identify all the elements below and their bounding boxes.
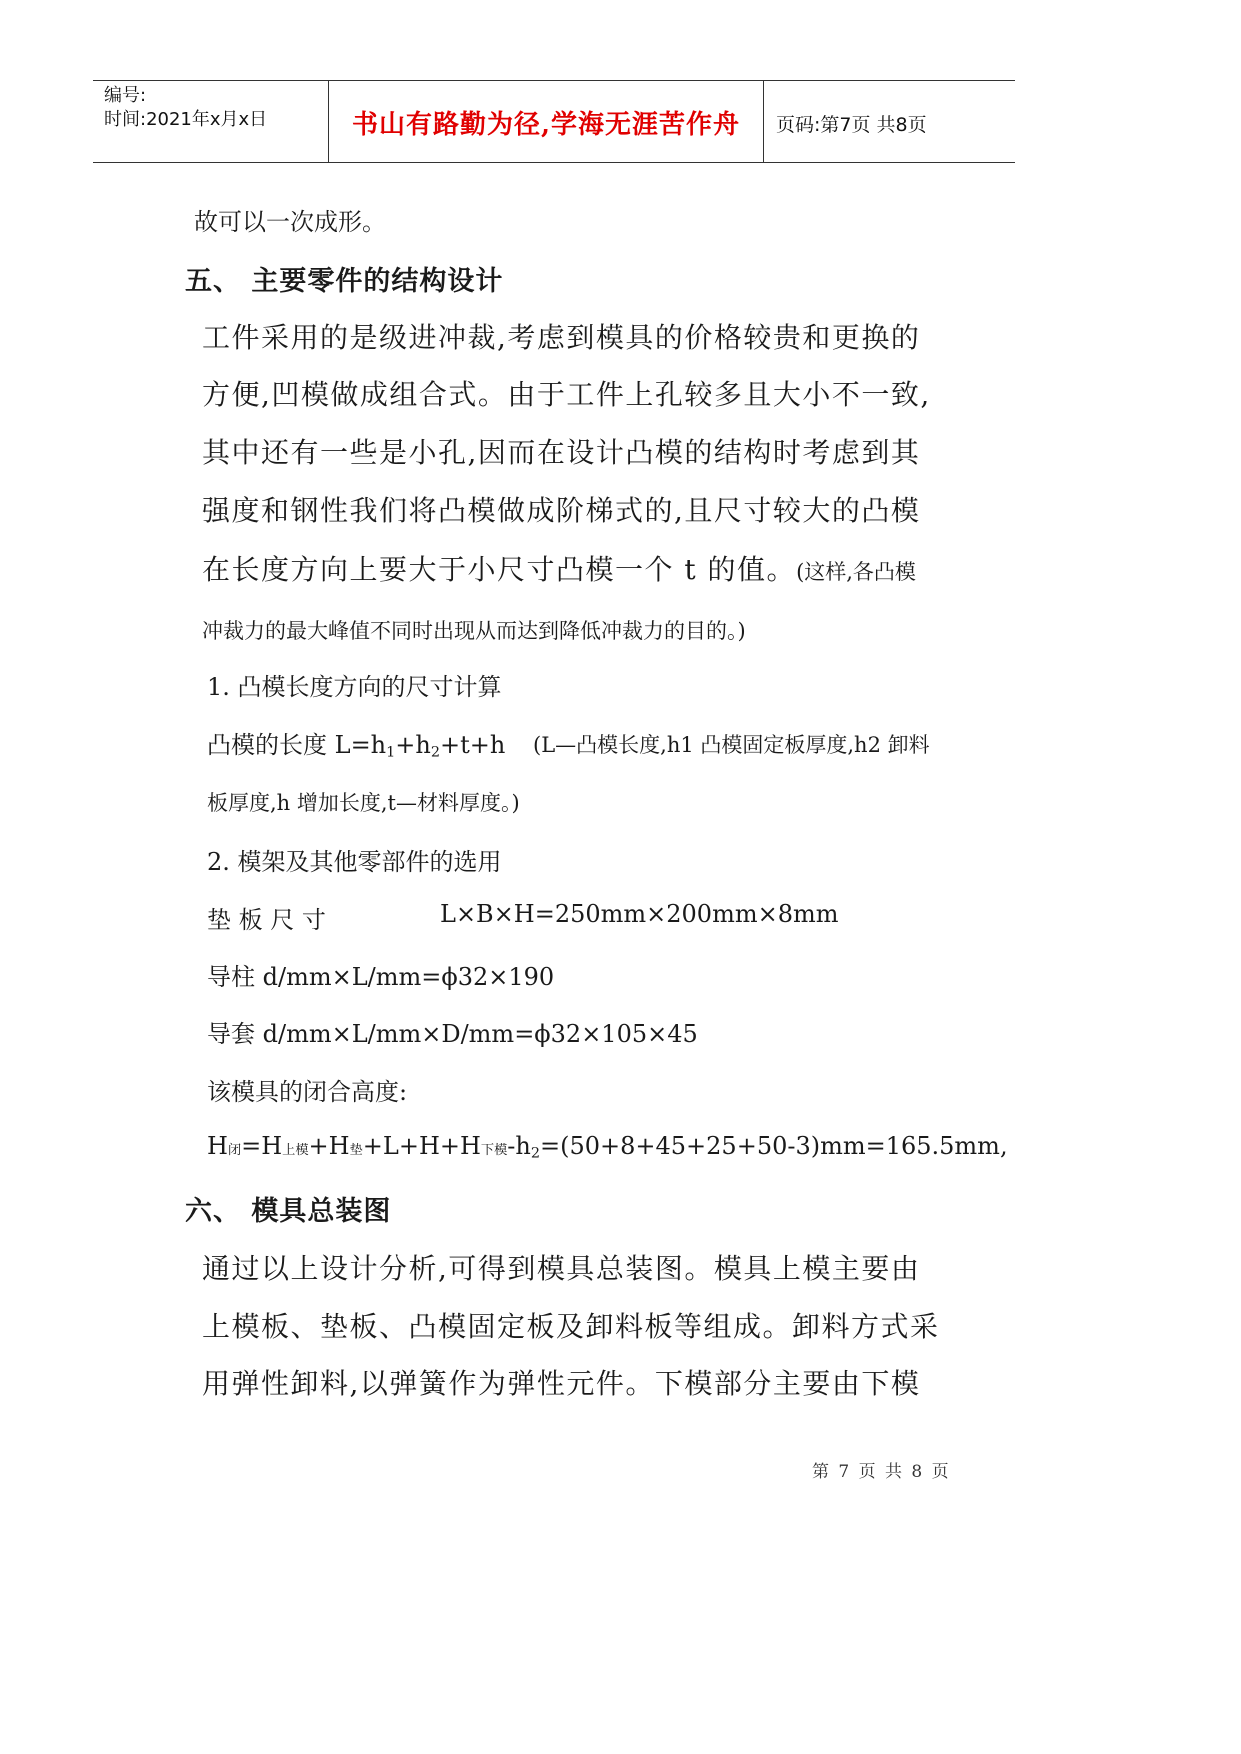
section-five-heading: 五、 主要零件的结构设计 [185,266,504,297]
paragraph-line: 通过以上设计分析,可得到模具总装图。模具上模主要由 [202,1252,921,1285]
list-item-1: 1. 凸模长度方向的尺寸计算 [207,673,502,701]
paragraph-line: 其中还有一些是小孔,因而在设计凸模的结构时考虑到其 [202,436,921,469]
continuation-text: 故可以一次成形。 [194,208,386,236]
header-bottom-rule [93,162,1015,163]
paragraph-line: 强度和钢性我们将凸模做成阶梯式的,且尺寸较大的凸模 [202,494,921,527]
header-motto: 书山有路勤为径,学海无涯苦作舟 [351,110,741,140]
list-item-2: 2. 模架及其他零部件的选用 [207,848,502,876]
closed-height-label: 该模具的闭合高度: [207,1078,408,1106]
closed-height-formula: H闭=H上模+H垫+L+H+H下模$-h_2=(50+8+45+25+50-3)mm=165.5mm$, [207,1132,1008,1162]
header-divider-left [328,80,329,163]
paragraph-line: 方便,凹模做成组合式。由于工件上孔较多且大小不一致, [202,378,931,411]
pad-plate-label: 垫 板 尺 寸 [207,906,326,934]
header-number-label: 编号: [104,85,147,106]
formula-legend: (L—凸模长度,h1 凸模固定板厚度,h2 卸料 [533,733,930,757]
header-top-rule [93,80,1015,81]
footer-page-number: 第 7 页 共 8 页 [812,1462,951,1482]
guide-sleeve-spec: 导套 d/mm×L/mm×D/mm=ϕ32×105×45 [207,1020,698,1048]
paragraph-line: 上模板、垫板、凸模固定板及卸料板等组成。卸料方式采 [202,1310,940,1343]
punch-length-formula: 凸模的长度 $L=h_1+h_2+t+h$ [207,731,506,761]
paragraph-note-line: 冲裁力的最大峰值不同时出现从而达到降低冲裁力的目的。) [202,619,746,643]
paragraph-line: 工件采用的是级进冲裁,考虑到模具的价格较贵和更换的 [202,321,921,354]
pad-plate-size: L×B×H=250mm×200mm×8mm [440,900,839,928]
guide-post-spec: 导柱 d/mm×L/mm=ϕ32×190 [207,963,555,991]
paragraph-note: (这样,各凸模 [796,560,916,584]
header-divider-right [763,80,764,163]
header-page-label: 页码:第7页 共8页 [776,114,927,136]
section-six-heading: 六、 模具总装图 [185,1196,392,1227]
paragraph-line [202,548,916,588]
formula-legend-cont: 板厚度,h 增加长度,t—材料厚度。) [207,791,520,815]
header-meta [104,84,267,132]
header-time-label: 时间:2021年x月x日 [104,109,268,130]
paragraph-text: 在长度方向上要大于小尺寸凸模一个 t 的值。 [202,553,797,586]
paragraph-line: 用弹性卸料,以弹簧作为弹性元件。下模部分主要由下模 [202,1367,921,1400]
